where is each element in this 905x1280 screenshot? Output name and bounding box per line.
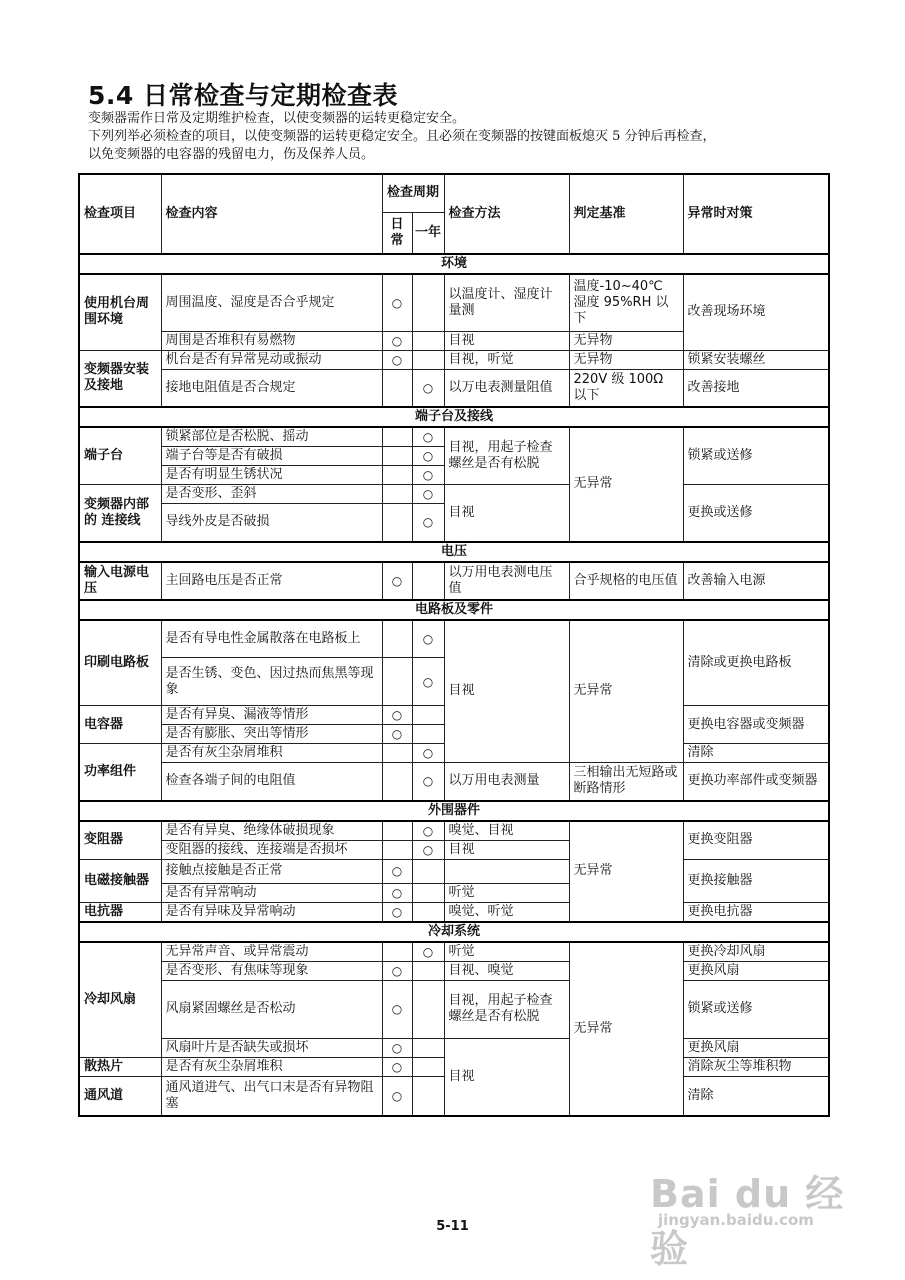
method-cell: 目视，听觉 <box>444 350 569 369</box>
method-cell: 嗅觉、听觉 <box>444 902 569 922</box>
yearly-mark <box>412 902 444 922</box>
header-method: 检查方法 <box>444 174 569 254</box>
header-cycle: 检查周期 <box>382 174 444 212</box>
criteria-cell: 无异常 <box>569 427 683 542</box>
section-peripherals: 外围器件 <box>79 801 829 821</box>
yearly-mark: ○ <box>412 427 444 447</box>
item-pcb: 印刷电路板 <box>79 620 161 706</box>
header-daily: 日常 <box>382 212 412 254</box>
yearly-mark: ○ <box>412 744 444 763</box>
item-ambient: 使用机台周围环境 <box>79 274 161 350</box>
yearly-mark <box>412 350 444 369</box>
action-cell: 更换功率部件或变频器 <box>683 763 829 801</box>
method-cell: 目视，用起子检查螺丝是否有松脱 <box>444 980 569 1038</box>
method-cell: 目视 <box>444 620 569 763</box>
action-cell: 锁紧或送修 <box>683 980 829 1038</box>
daily-mark <box>382 620 412 658</box>
yearly-mark: ○ <box>412 504 444 542</box>
yearly-mark <box>412 274 444 331</box>
yearly-mark: ○ <box>412 466 444 485</box>
intro-line-2: 下列列举必须检查的项目，以使变频器的运转更稳定安全。且必须在变频器的按键面板熄灭 5 分钟后再检查， <box>88 129 716 144</box>
section-voltage: 电压 <box>79 542 829 562</box>
method-cell: 目视 <box>444 840 569 859</box>
content-cell: 接地电阻值是否合规定 <box>161 369 382 407</box>
method-cell: 目视、嗅觉 <box>444 961 569 980</box>
daily-mark: ○ <box>382 859 412 883</box>
daily-mark <box>382 763 412 801</box>
criteria-cell: 无异物 <box>569 331 683 350</box>
action-cell: 锁紧或送修 <box>683 427 829 485</box>
daily-mark: ○ <box>382 725 412 744</box>
method-cell: 以万用电表测电压值 <box>444 562 569 600</box>
method-cell <box>444 859 569 883</box>
daily-mark <box>382 485 412 504</box>
yearly-mark <box>412 331 444 350</box>
daily-mark <box>382 504 412 542</box>
yearly-mark <box>412 961 444 980</box>
action-cell: 清除 <box>683 744 829 763</box>
criteria-cell: 合乎规格的电压值 <box>569 562 683 600</box>
content-cell: 是否有异臭、绝缘体破损现象 <box>161 821 382 841</box>
daily-mark: ○ <box>382 883 412 902</box>
action-cell: 更换冷却风扇 <box>683 942 829 962</box>
section-cooling: 冷却系统 <box>79 922 829 942</box>
method-cell: 目视 <box>444 485 569 542</box>
yearly-mark <box>412 725 444 744</box>
yearly-mark <box>412 1038 444 1057</box>
watermark-url: jingyan.baidu.com <box>658 1211 814 1229</box>
content-cell: 风扇叶片是否缺失或损坏 <box>161 1038 382 1057</box>
method-cell: 目视，用起子检查螺丝是否有松脱 <box>444 427 569 485</box>
content-cell: 周围是否堆积有易燃物 <box>161 331 382 350</box>
criteria-cell: 无异常 <box>569 942 683 1117</box>
daily-mark: ○ <box>382 331 412 350</box>
daily-mark <box>382 447 412 466</box>
action-cell: 更换风扇 <box>683 961 829 980</box>
content-cell: 风扇紧固螺丝是否松动 <box>161 980 382 1038</box>
item-installation: 变频器安装及接地 <box>79 350 161 407</box>
action-cell: 更换电抗器 <box>683 902 829 922</box>
item-rheostat: 变阻器 <box>79 821 161 860</box>
daily-mark: ○ <box>382 1057 412 1076</box>
method-cell: 目视 <box>444 331 569 350</box>
yearly-mark <box>412 883 444 902</box>
yearly-mark: ○ <box>412 840 444 859</box>
yearly-mark <box>412 706 444 725</box>
daily-mark <box>382 369 412 407</box>
daily-mark: ○ <box>382 1038 412 1057</box>
content-cell: 是否有明显生锈状况 <box>161 466 382 485</box>
yearly-mark: ○ <box>412 658 444 706</box>
daily-mark <box>382 744 412 763</box>
item-power-module: 功率组件 <box>79 744 161 801</box>
daily-mark <box>382 821 412 841</box>
yearly-mark <box>412 562 444 600</box>
header-action: 异常时对策 <box>683 174 829 254</box>
content-cell: 周围温度、湿度是否合乎规定 <box>161 274 382 331</box>
inspection-table <box>78 173 828 1117</box>
action-cell: 改善输入电源 <box>683 562 829 600</box>
header-item: 检查项目 <box>79 174 161 254</box>
item-internal-wiring: 变频器内部的 连接线 <box>79 485 161 542</box>
action-cell: 清除或更换电路板 <box>683 620 829 706</box>
action-cell: 消除灰尘等堆积物 <box>683 1057 829 1076</box>
yearly-mark: ○ <box>412 369 444 407</box>
action-cell: 清除 <box>683 1076 829 1116</box>
daily-mark <box>382 840 412 859</box>
criteria-cell: 无异常 <box>569 620 683 763</box>
action-cell: 锁紧安装螺丝 <box>683 350 829 369</box>
daily-mark: ○ <box>382 1076 412 1116</box>
daily-mark: ○ <box>382 562 412 600</box>
criteria-cell: 三相输出无短路或断路情形 <box>569 763 683 801</box>
daily-mark <box>382 942 412 962</box>
daily-mark: ○ <box>382 350 412 369</box>
content-cell: 是否变形、有焦味等现象 <box>161 961 382 980</box>
section-circuit-board: 电路板及零件 <box>79 600 829 620</box>
yearly-mark <box>412 1057 444 1076</box>
daily-mark <box>382 658 412 706</box>
yearly-mark <box>412 859 444 883</box>
intro-line-1: 变频器需作日常及定期维护检查，以使变频器的运转更稳定安全。 <box>88 111 466 126</box>
daily-mark: ○ <box>382 980 412 1038</box>
content-cell: 检查各端子间的电阻值 <box>161 763 382 801</box>
intro-line-3: 以免变频器的电容器的残留电力，伤及保养人员。 <box>88 147 375 162</box>
yearly-mark <box>412 1076 444 1116</box>
item-reactor: 电抗器 <box>79 902 161 922</box>
page-number: 5-11 <box>436 1219 469 1234</box>
daily-mark: ○ <box>382 274 412 331</box>
action-cell: 更换风扇 <box>683 1038 829 1057</box>
daily-mark: ○ <box>382 902 412 922</box>
yearly-mark: ○ <box>412 447 444 466</box>
content-cell: 是否有灰尘杂屑堆积 <box>161 744 382 763</box>
content-cell: 端子台等是否有破损 <box>161 447 382 466</box>
daily-mark: ○ <box>382 961 412 980</box>
criteria-cell: 无异常 <box>569 821 683 922</box>
criteria-cell: 无异物 <box>569 350 683 369</box>
content-cell: 是否生锈、变色、因过热而焦黑等现象 <box>161 658 382 706</box>
action-cell: 改善现场环境 <box>683 274 829 350</box>
criteria-cell: 220V 级 100Ω 以下 <box>569 369 683 407</box>
yearly-mark: ○ <box>412 485 444 504</box>
item-input-voltage: 输入电源电压 <box>79 562 161 600</box>
yearly-mark: ○ <box>412 821 444 841</box>
watermark-logo: Bai du 经验 <box>650 1172 845 1271</box>
daily-mark: ○ <box>382 706 412 725</box>
section-terminal: 端子台及接线 <box>79 407 829 427</box>
content-cell: 机台是否有异常晃动或振动 <box>161 350 382 369</box>
action-cell: 更换或送修 <box>683 485 829 542</box>
content-cell: 是否有异臭、漏液等情形 <box>161 706 382 725</box>
method-cell: 听觉 <box>444 942 569 962</box>
method-cell: 以万电表测量阻值 <box>444 369 569 407</box>
header-yearly: 一年 <box>412 212 444 254</box>
item-contactor: 电磁接触器 <box>79 859 161 902</box>
content-cell: 导线外皮是否破损 <box>161 504 382 542</box>
daily-mark <box>382 466 412 485</box>
content-cell: 是否有导电性金属散落在电路板上 <box>161 620 382 658</box>
content-cell: 是否有异常响动 <box>161 883 382 902</box>
method-cell: 嗅觉、目视 <box>444 821 569 841</box>
content-cell: 变阻器的接线、连接端是否损坏 <box>161 840 382 859</box>
action-cell: 更换电容器或变频器 <box>683 706 829 744</box>
item-heatsink: 散热片 <box>79 1057 161 1076</box>
item-cooling-fan: 冷却风扇 <box>79 942 161 1058</box>
item-terminal-block: 端子台 <box>79 427 161 485</box>
method-cell: 听觉 <box>444 883 569 902</box>
item-air-duct: 通风道 <box>79 1076 161 1116</box>
yearly-mark: ○ <box>412 942 444 962</box>
method-cell: 以温度计、湿度计量测 <box>444 274 569 331</box>
item-capacitor: 电容器 <box>79 706 161 744</box>
header-content: 检查内容 <box>161 174 382 254</box>
header-criteria: 判定基准 <box>569 174 683 254</box>
page-title: 5.4 日常检查与定期检查表 <box>88 81 398 110</box>
content-cell: 接触点接触是否正常 <box>161 859 382 883</box>
content-cell: 是否有异味及异常响动 <box>161 902 382 922</box>
method-cell: 以万用电表测量 <box>444 763 569 801</box>
criteria-cell: 温度-10~40℃ 湿度 95%RH 以下 <box>569 274 683 331</box>
content-cell: 主回路电压是否正常 <box>161 562 382 600</box>
yearly-mark <box>412 980 444 1038</box>
content-cell: 锁紧部位是否松脱、摇动 <box>161 427 382 447</box>
content-cell: 是否有膨胀、突出等情形 <box>161 725 382 744</box>
content-cell: 是否有灰尘杂屑堆积 <box>161 1057 382 1076</box>
method-cell: 目视 <box>444 1038 569 1116</box>
content-cell: 通风道进气、出气口末是否有异物阻塞 <box>161 1076 382 1116</box>
content-cell: 是否变形、歪斜 <box>161 485 382 504</box>
action-cell: 更换变阻器 <box>683 821 829 860</box>
yearly-mark: ○ <box>412 620 444 658</box>
content-cell: 无异常声音、或异常震动 <box>161 942 382 962</box>
action-cell: 改善接地 <box>683 369 829 407</box>
section-environment: 环境 <box>79 254 829 274</box>
action-cell: 更换接触器 <box>683 859 829 902</box>
yearly-mark: ○ <box>412 763 444 801</box>
daily-mark <box>382 427 412 447</box>
